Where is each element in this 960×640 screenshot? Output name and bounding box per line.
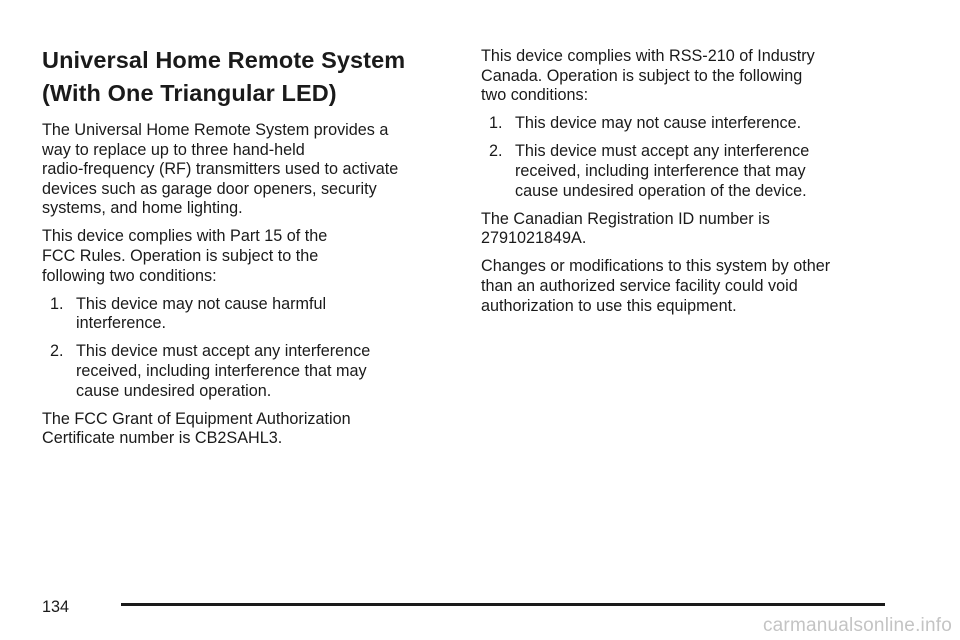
intro-paragraph: The Universal Home Remote System provides a way to replace up to three hand-held radio-frequency (RF) transmitters used to activate devices such as garage door openers, security systems, and home lighting.	[42, 121, 399, 218]
list-number: 1.	[489, 114, 503, 133]
fcc-conditions-list	[42, 295, 447, 401]
rss-conditions-list	[481, 114, 901, 201]
list-number: 2.	[50, 342, 64, 361]
rss-compliance-paragraph: This device complies with RSS-210 of Industry Canada. Operation is subject to the following two conditions:	[481, 47, 815, 105]
page-number: 134	[42, 598, 70, 616]
list-number: 1.	[50, 294, 64, 313]
title-line-2: (With One Triangular LED)	[42, 80, 337, 106]
left-column	[42, 0, 447, 449]
list-item: 2. This device must accept any interference received, including interference that may cause undesired operation of the device.	[489, 142, 810, 200]
watermark: carmanualsonline.info	[762, 615, 952, 636]
title-line-1: Universal Home Remote System	[42, 47, 406, 73]
list-item: 1. This device may not cause harmful interference.	[50, 294, 327, 333]
list-item: 1. This device may not cause interference.	[489, 114, 802, 133]
list-number: 2.	[489, 142, 503, 161]
list-item: 2. This device must accept any interference received, including interference that may cause undesired operation.	[50, 342, 371, 400]
section-title	[42, 44, 447, 110]
fcc-compliance-paragraph: This device complies with Part 15 of the FCC Rules. Operation is subject to the following two conditions:	[42, 227, 328, 285]
right-column	[481, 0, 901, 316]
modifications-paragraph: Changes or modifications to this system by other than an authorized service facility could void authorization to use this equipment.	[481, 257, 831, 315]
footer-rule	[121, 603, 885, 606]
fcc-grant-paragraph: The FCC Grant of Equipment Authorization Certificate number is CB2SAHL3.	[42, 409, 351, 448]
canadian-id-paragraph: The Canadian Registration ID number is 2791021849A.	[481, 209, 770, 248]
